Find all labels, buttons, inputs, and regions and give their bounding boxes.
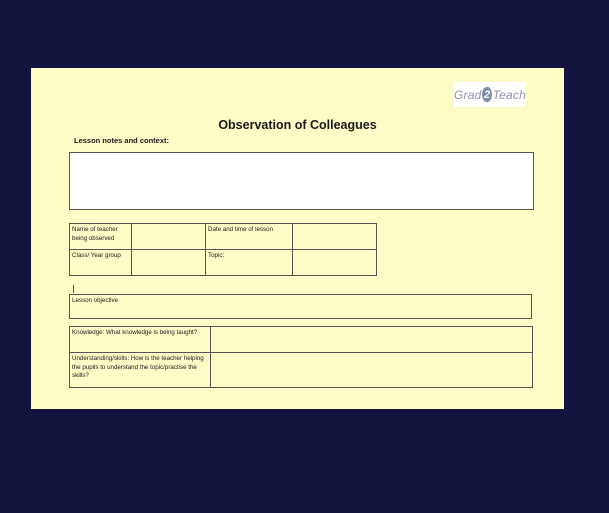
class-year-label: Class/ Year group [70, 250, 132, 276]
understanding-label: Understanding/skills: How is the teacher helping the pupils to understand the topic/practise the skills? [70, 353, 211, 388]
teacher-name-field[interactable] [132, 224, 206, 250]
teacher-name-label: Name of teacher being observed [70, 224, 132, 250]
lesson-notes-field[interactable] [69, 152, 534, 210]
grad2teach-logo: Grad 2 Teach [454, 82, 526, 107]
date-time-field[interactable] [293, 224, 377, 250]
lesson-objective-field[interactable] [70, 295, 532, 319]
date-time-label: Date and time of lesson [206, 224, 293, 250]
understanding-field[interactable] [211, 353, 533, 388]
text-cursor [73, 285, 74, 293]
lesson-info-table [69, 223, 377, 276]
observation-sheet [31, 68, 564, 409]
topic-label: Topic: [206, 250, 293, 276]
page-title: Observation of Colleagues [218, 118, 377, 132]
knowledge-field[interactable] [211, 327, 533, 353]
skills-table [69, 326, 533, 388]
lesson-objective-table [69, 294, 532, 319]
lesson-notes-label: Lesson notes and context: [74, 136, 170, 145]
lesson-objective-label: Lesson objective [72, 297, 119, 304]
class-year-field[interactable] [132, 250, 206, 276]
topic-field[interactable] [293, 250, 377, 276]
knowledge-label: Knowledge: What knowledge is being taught? [70, 327, 211, 353]
